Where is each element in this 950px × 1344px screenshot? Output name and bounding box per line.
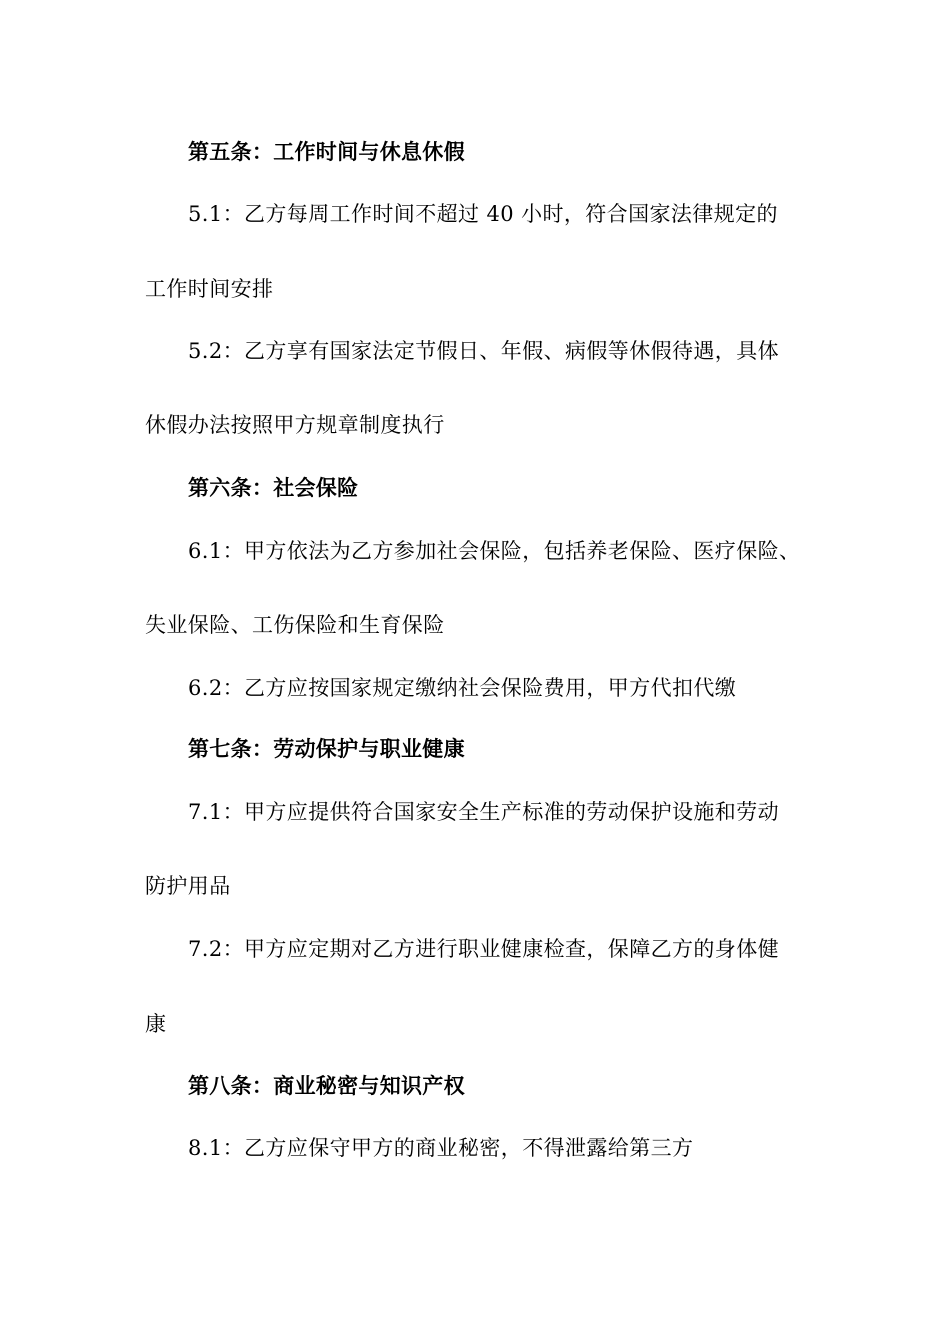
clause-8-1-line-1: 8.1：乙方应保守甲方的商业秘密，不得泄露给第三方 [188,1136,694,1160]
clause-6-1-line-2: 失业保险、工伤保险和生育保险 [145,613,445,637]
clause-5-2-line-2: 休假办法按照甲方规章制度执行 [145,413,445,437]
clause-7-1-line-1: 7.1：甲方应提供符合国家安全生产标准的劳动保护设施和劳动 [188,800,779,824]
clause-5-1-line-2: 工作时间安排 [145,277,274,301]
clause-5-1-line-1: 5.1：乙方每周工作时间不超过 40 小时，符合国家法律规定的 [188,202,778,226]
clause-7-2-line-1: 7.2：甲方应定期对乙方进行职业健康检查，保障乙方的身体健 [188,937,779,961]
clause-7-1-line-2: 防护用品 [145,874,231,898]
section-heading-6: 第六条：社会保险 [188,476,359,500]
clause-5-2-line-1: 5.2：乙方享有国家法定节假日、年假、病假等休假待遇，具体 [188,339,779,363]
section-heading-7: 第七条：劳动保护与职业健康 [188,737,465,761]
clause-7-2-line-2: 康 [145,1012,167,1036]
section-heading-8: 第八条：商业秘密与知识产权 [188,1074,465,1098]
section-heading-5: 第五条：工作时间与休息休假 [188,140,465,164]
clause-6-1-line-1: 6.1：甲方依法为乙方参加社会保险，包括养老保险、医疗保险、 [188,539,801,563]
clause-6-2-line-1: 6.2：乙方应按国家规定缴纳社会保险费用，甲方代扣代缴 [188,676,737,700]
